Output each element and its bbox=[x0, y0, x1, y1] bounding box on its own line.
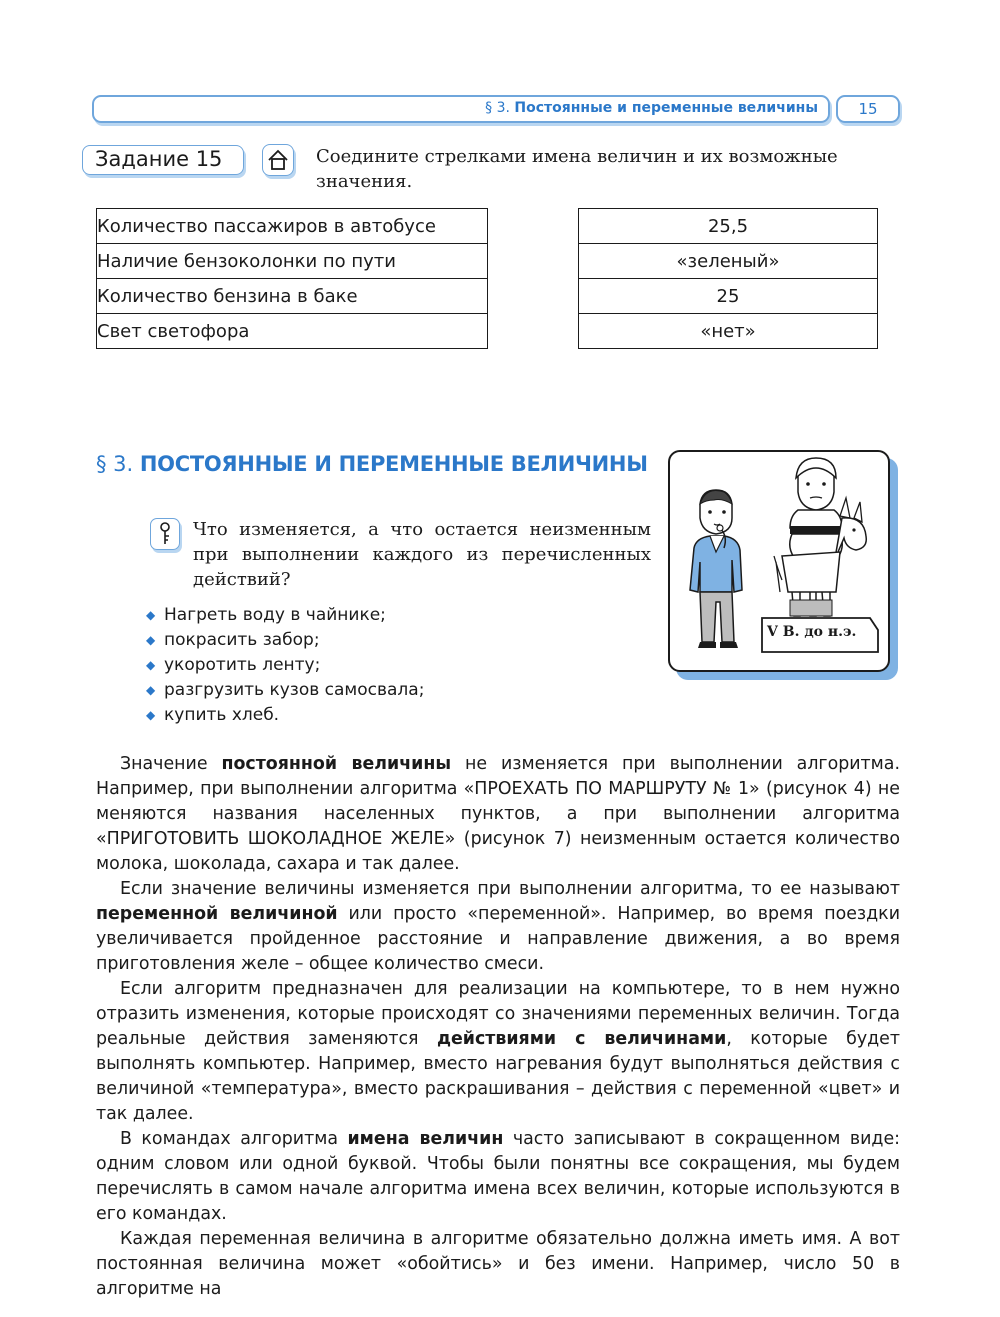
list-item: ◆ купить хлеб. bbox=[146, 703, 424, 728]
running-header bbox=[92, 95, 830, 123]
list-item: ◆ Нагреть воду в чайнике; bbox=[146, 603, 424, 628]
paragraph bbox=[96, 877, 900, 977]
list-item: ◆ покрасить забор; bbox=[146, 628, 424, 653]
table-cell: Наличие бензоколонки по пути bbox=[97, 244, 488, 279]
table-row bbox=[579, 279, 878, 314]
quantity-values-table bbox=[578, 208, 878, 349]
table-cell: Количество пассажиров в автобусе bbox=[97, 209, 488, 244]
text-run: Значение bbox=[120, 754, 222, 774]
task-instruction: Соедините стрелками имена величин и их возможные значения. bbox=[316, 146, 838, 192]
table-cell: 25,5 bbox=[579, 209, 878, 244]
text-run: В командах алгоритма bbox=[120, 1129, 348, 1149]
section-heading bbox=[96, 452, 648, 476]
section-number: § 3. bbox=[96, 452, 134, 476]
body-text bbox=[96, 752, 900, 1302]
paragraph bbox=[96, 1127, 900, 1227]
quantity-names-table bbox=[96, 208, 488, 349]
table-row bbox=[579, 209, 878, 244]
question-badge bbox=[150, 518, 180, 550]
header-section-number: § 3. bbox=[485, 100, 510, 116]
page-number: 15 bbox=[836, 95, 900, 123]
task-label: Задание 15 bbox=[82, 145, 244, 175]
term-operations: действиями с величинами bbox=[436, 1029, 727, 1049]
table-row bbox=[97, 244, 488, 279]
house-icon bbox=[266, 148, 290, 172]
list-item: ◆ укоротить ленту; bbox=[146, 653, 424, 678]
key-question: Что изменяется, а что остается неизменным при выполнении каждого из перечисленных действий? bbox=[193, 519, 651, 590]
table-row bbox=[97, 279, 488, 314]
term-names: имена величин bbox=[347, 1129, 504, 1149]
table-row bbox=[97, 209, 488, 244]
table-row bbox=[579, 244, 878, 279]
term-variable: переменной величиной bbox=[96, 904, 338, 924]
table-row bbox=[97, 314, 488, 349]
text-run: , которые будет выполнять компьютер. Например, вместо нагревания будут выполняться действия с величиной «температура», вместо раскрашивания – действия с переменной «цвет» и так далее. bbox=[96, 1029, 900, 1124]
key-icon bbox=[157, 522, 173, 546]
action-list bbox=[146, 603, 424, 728]
paragraph bbox=[96, 752, 900, 877]
paragraph: Каждая переменная величина в алгоритме обязательно должна иметь имя. А вот постоянная величина может «обойтись» и без имени. Например, число 50 в алгоритме на bbox=[96, 1229, 900, 1299]
running-header-text bbox=[485, 100, 818, 116]
paragraph bbox=[96, 977, 900, 1127]
home-task-badge bbox=[262, 144, 294, 176]
table-cell: Количество бензина в баке bbox=[97, 279, 488, 314]
text-run: Если значение величины изменяется при выполнении алгоритма, то ее называют bbox=[120, 879, 900, 899]
illustration-boy-and-statue bbox=[668, 450, 890, 672]
text-run: часто записывают в сокращенном виде: одним словом или одной буквой. Чтобы были понятны все сокращения, мы будем перечислять в самом начале алгоритма имена всех величин, которые используются в его командах. bbox=[96, 1129, 901, 1224]
section-title: ПОСТОЯННЫЕ И ПЕРЕМЕННЫЕ ВЕЛИЧИНЫ bbox=[139, 452, 648, 476]
text-run: или просто «переменной». Например, во время поездки увеличивается пройденное расстояние и направление движения, а во время приготовления желе – общее количество смеси. bbox=[96, 904, 900, 974]
table-cell: «нет» bbox=[579, 314, 878, 349]
list-item: ◆ разгрузить кузов самосвала; bbox=[146, 678, 424, 703]
pedestal-inscription: V В. до н.э. bbox=[767, 624, 857, 640]
term-constant: постоянной величины bbox=[221, 754, 452, 774]
text-run: Если алгоритм предназначен для реализации на компьютере, то в нем нужно отразить изменения, которые происходят со значениями переменных величин. Тогда реальные действия заменяются bbox=[96, 979, 900, 1049]
header-title: Постоянные и переменные величины bbox=[514, 100, 818, 116]
table-cell: «зеленый» bbox=[579, 244, 878, 279]
text-run: не изменяется при выполнении алгоритма. Например, при выполнении алгоритма «ПРОЕХАТЬ ПО МАРШРУТУ № 1» (рисунок 4) не меняются названия населенных пунктов, а при выполнении алгоритма «ПРИГОТОВИТЬ ШОКОЛАДНОЕ ЖЕЛЕ» (рисунок 7) неизменным остается количество молока, шоколада, сахара и так далее. bbox=[96, 754, 900, 874]
table-cell: 25 bbox=[579, 279, 878, 314]
table-row bbox=[579, 314, 878, 349]
table-cell: Свет светофора bbox=[97, 314, 488, 349]
